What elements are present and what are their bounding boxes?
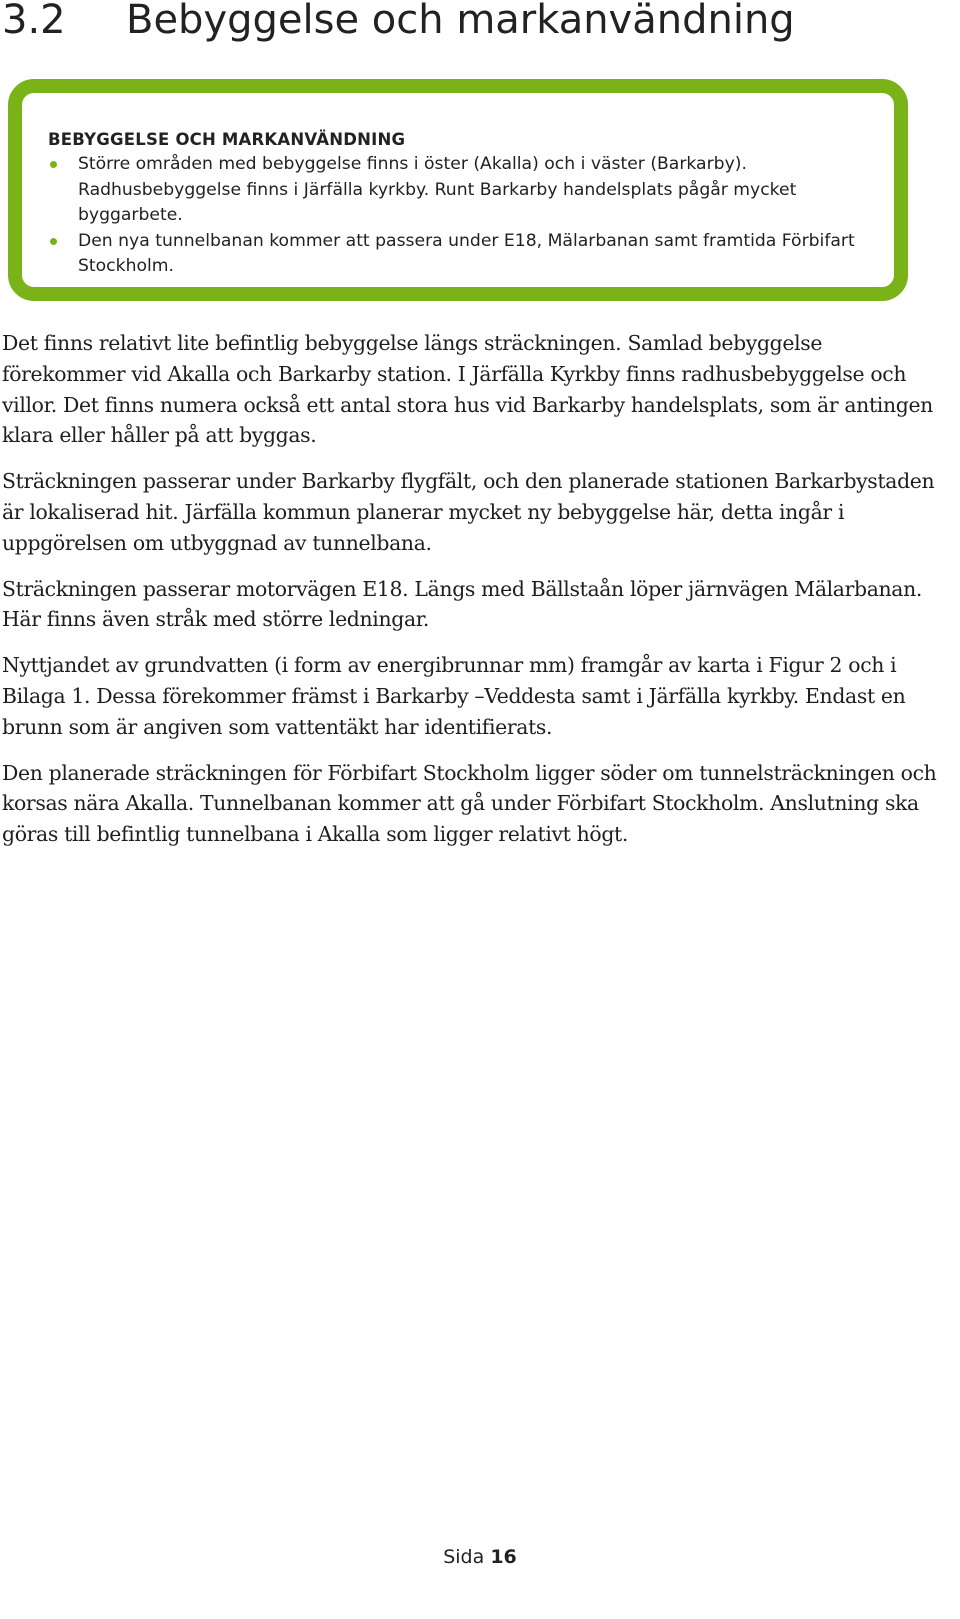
bullet-dot-icon	[50, 161, 57, 168]
paragraph: Nyttjandet av grundvatten (i form av energibrunnar mm) framgår av karta i Figur 2 och i Bilaga 1. Dessa förekommer främst i Barkarby –Veddesta samt i Järfälla kyrkby. Endast en brunn som är angiven som vattentäkt har identifierats.	[2, 653, 906, 739]
summary-list-item	[48, 152, 872, 229]
paragraph: Sträckningen passerar under Barkarby flygfält, och den planerade stationen Barkarbystaden är lokaliserad hit. Järfälla kommun planerar mycket ny bebyggelse här, detta ingår i uppgörelsen om utbyggnad av tunnelbana.	[2, 469, 935, 555]
body-text	[2, 328, 942, 865]
summary-box-title: BEBYGGELSE OCH MARKANVÄNDNING	[48, 130, 406, 149]
page-footer	[0, 1546, 960, 1568]
summary-list-item	[48, 229, 872, 280]
page-label: Sida	[443, 1546, 485, 1568]
paragraph: Det finns relativt lite befintlig bebyggelse längs sträckningen. Samlad bebyggelse förekommer vid Akalla och Barkarby station. I Järfälla Kyrkby finns radhusbebyggelse och villor. Det finns numera också ett antal stora hus vid Barkarby handelsplats, som är antingen klara eller håller på att byggas.	[2, 331, 933, 448]
paragraph: Den planerade sträckningen för Förbifart Stockholm ligger söder om tunnelsträckningen och korsas nära Akalla. Tunnelbanan kommer att gå under Förbifart Stockholm. Anslutning ska göras till befintlig tunnelbana i Akalla som ligger relativt högt.	[2, 760, 937, 847]
paragraph: Sträckningen passerar motorvägen E18. Längs med Bällstaån löper järnvägen Mälarbanan. Här finns även stråk med större ledningar.	[2, 576, 923, 632]
summary-list-item-text: Den nya tunnelbanan kommer att passera under E18, Mälarbanan samt framtida Förbifart Stockholm.	[78, 230, 855, 276]
page-number: 16	[490, 1546, 517, 1568]
summary-list-item-text: Större områden med bebyggelse finns i öster (Akalla) och i väster (Barkarby). Radhusbebyggelse finns i Järfälla kyrkby. Runt Barkarby handelsplats pågår mycket byggarbete.	[78, 154, 797, 225]
section-title: Bebyggelse och markanvändning	[126, 0, 795, 43]
section-number: 3.2	[2, 0, 66, 43]
summary-list	[48, 152, 872, 280]
bullet-dot-icon	[50, 238, 57, 245]
summary-box	[8, 79, 908, 301]
section-heading	[2, 0, 795, 44]
